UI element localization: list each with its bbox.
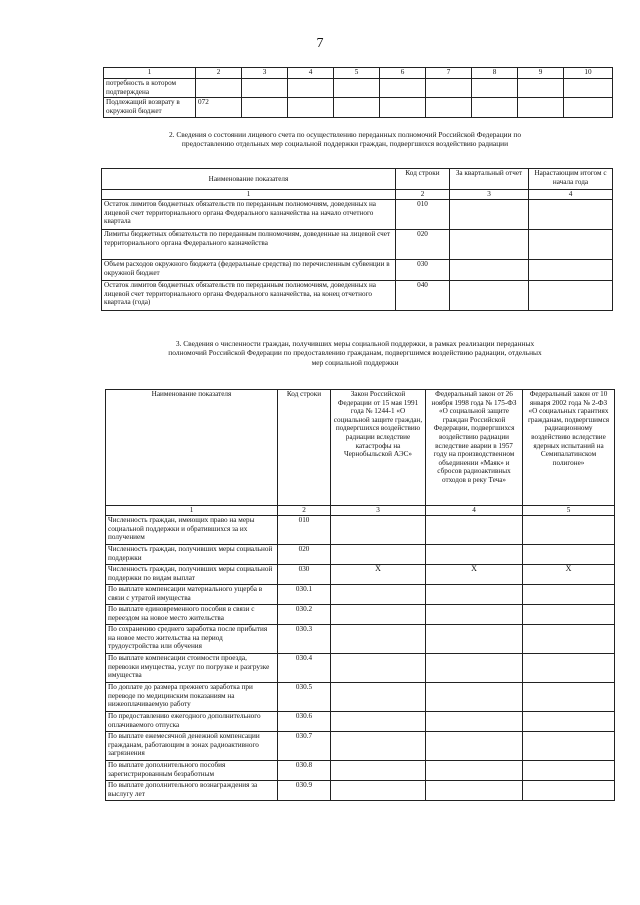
row-label: По выплате ежемесячной денежной компенсации гражданам, работающим в зонах радиоактивного загрязнения [106, 732, 278, 761]
row-code: 072 [196, 98, 242, 118]
cell[interactable] [380, 79, 426, 98]
row-label: Численность граждан, получивших меры социальной поддержки [106, 545, 278, 565]
table-row [106, 625, 615, 654]
row-label: Лимиты бюджетных обязательств по переданным полномочиям, доведенные на лицевой счет территориального органа Федерального казначейства [102, 230, 396, 260]
table-recipients [105, 389, 615, 801]
cell[interactable] [331, 732, 426, 761]
column-number: 3 [242, 68, 288, 79]
header-quarter: За квартальный отчет [450, 169, 529, 190]
row-code: 030.2 [278, 605, 331, 625]
row-label: Остаток лимитов бюджетных обязательств по переданным полномочиям, доведенных на лицевой счет территориального органа Федерального казначейства на начало отчетного квартала [102, 200, 396, 230]
row-label: Подлежащий возврату в окружной бюджет [104, 98, 196, 118]
cell[interactable] [242, 98, 288, 118]
table-account-status [101, 168, 613, 311]
cell[interactable] [426, 712, 523, 732]
row-label: Объем расходов окружного бюджета (федеральные средства) по перечисленным субвенции в окружной бюджет [102, 260, 396, 281]
column-number: 4 [529, 190, 613, 200]
cell[interactable] [242, 79, 288, 98]
cell[interactable] [529, 200, 613, 230]
section-2-title: 2. Сведения о состоянии лицевого счета по осуществлению переданных полномочий Российской Федерации по предоставлению отдельных мер социальной поддержки граждан, подвергшихся воздействию радиации [168, 130, 522, 149]
header-code: Код строки [396, 169, 450, 190]
cell[interactable] [450, 230, 529, 260]
cell[interactable] [523, 516, 615, 545]
table-row [102, 260, 613, 281]
header-indicator-name: Наименование показателя [106, 390, 278, 506]
header-code: Код строки [278, 390, 331, 506]
header-cumulative: Нарастающим итогом с начала года [529, 169, 613, 190]
cell[interactable] [523, 654, 615, 683]
row-label: потребность в котором подтверждена [104, 79, 196, 98]
column-number: 2 [396, 190, 450, 200]
cell[interactable] [564, 79, 613, 98]
cell[interactable] [518, 79, 564, 98]
cell[interactable] [529, 260, 613, 281]
cell[interactable] [523, 625, 615, 654]
cell[interactable] [426, 545, 523, 565]
row-label: Остаток лимитов бюджетных обязательств по переданным полномочиям, доведенных на лицевой счет территориального органа Федерального казначейства, на конец отчетного квартала (года) [102, 281, 396, 311]
row-code: 030.3 [278, 625, 331, 654]
row-code: 030.6 [278, 712, 331, 732]
table-row [102, 281, 613, 311]
row-code: 010 [396, 200, 450, 230]
cell[interactable] [426, 98, 472, 118]
cell[interactable] [331, 781, 426, 801]
row-code: 030.9 [278, 781, 331, 801]
cell[interactable] [426, 781, 523, 801]
column-number: 2 [196, 68, 242, 79]
cell[interactable] [331, 625, 426, 654]
cell[interactable] [331, 712, 426, 732]
table-row [106, 732, 615, 761]
column-number: 3 [450, 190, 529, 200]
column-number: 2 [278, 506, 331, 516]
table-continuation [103, 67, 613, 118]
cell[interactable] [426, 605, 523, 625]
row-label: По выплате единовременного пособия в связи с переездом на новое место жительства [106, 605, 278, 625]
header-indicator-name: Наименование показателя [102, 169, 396, 190]
cell[interactable] [331, 585, 426, 605]
column-number: 1 [106, 506, 278, 516]
table-header-row [106, 390, 615, 506]
row-label: По сохранению среднего заработка после прибытия на новое место жительства на период трудоустройства или обучения [106, 625, 278, 654]
column-number: 8 [472, 68, 518, 79]
column-number: 10 [564, 68, 613, 79]
table-row [106, 781, 615, 801]
row-code: 030.4 [278, 654, 331, 683]
table-header-row [104, 68, 613, 79]
table-row [106, 516, 615, 545]
column-number: 7 [426, 68, 472, 79]
cell[interactable] [523, 683, 615, 712]
row-code: 030.1 [278, 585, 331, 605]
cell[interactable] [450, 260, 529, 281]
column-number: 4 [288, 68, 334, 79]
header-law-1244-1: Закон Российской Федерации от 15 мая 1991 года № 1244-1 «О социальной защите граждан, подвергшихся воздействию радиации вследствие катастрофы на Чернобыльской АЭС» [331, 390, 426, 506]
row-code [196, 79, 242, 98]
row-code: 010 [278, 516, 331, 545]
x-mark: X [331, 565, 426, 585]
cell[interactable] [331, 516, 426, 545]
header-law-175-fz: Федеральный закон от 26 ноября 1998 года № 175-ФЗ «О социальной защите граждан Российской Федерации, подвергшихся воздействию радиации вследствие аварии в 1957 году на производственном объединении «Маяк» и сбросов радиоактивных отходов в реку Теча» [426, 390, 523, 506]
column-number: 3 [331, 506, 426, 516]
cell[interactable] [523, 732, 615, 761]
column-number: 1 [102, 190, 396, 200]
cell[interactable] [523, 585, 615, 605]
row-code: 030 [278, 565, 331, 585]
cell[interactable] [518, 98, 564, 118]
cell[interactable] [523, 712, 615, 732]
cell[interactable] [450, 281, 529, 311]
cell[interactable] [529, 281, 613, 311]
row-code: 020 [396, 230, 450, 260]
table-row [102, 230, 613, 260]
column-number: 1 [104, 68, 196, 79]
x-mark: X [523, 565, 615, 585]
column-number: 5 [334, 68, 380, 79]
column-number: 6 [380, 68, 426, 79]
cell[interactable] [426, 585, 523, 605]
cell[interactable] [380, 98, 426, 118]
row-label: Численность граждан, получивших меры социальной поддержки по видам выплат [106, 565, 278, 585]
table-row [106, 683, 615, 712]
x-mark: X [426, 565, 523, 585]
cell[interactable] [331, 605, 426, 625]
row-label: По предоставлению ежегодного дополнительного оплачиваемого отпуска [106, 712, 278, 732]
cell[interactable] [523, 761, 615, 781]
row-code: 020 [278, 545, 331, 565]
cell[interactable] [331, 545, 426, 565]
cell[interactable] [523, 781, 615, 801]
table-row [106, 712, 615, 732]
row-code: 030.8 [278, 761, 331, 781]
row-label: Численность граждан, имеющих право на меры социальной поддержки и обратившихся за их получением [106, 516, 278, 545]
cell[interactable] [334, 79, 380, 98]
row-label: По выплате компенсации материального ущерба в связи с утратой имущества [106, 585, 278, 605]
table-row [106, 761, 615, 781]
cell[interactable] [450, 200, 529, 230]
table-number-row [106, 506, 615, 516]
table-row [106, 545, 615, 565]
table-header-row [102, 169, 613, 190]
cell[interactable] [288, 79, 334, 98]
row-label: По выплате дополнительного пособия зарегистрированным безработным [106, 761, 278, 781]
table-row [106, 605, 615, 625]
cell[interactable] [426, 683, 523, 712]
cell[interactable] [426, 761, 523, 781]
cell[interactable] [334, 98, 380, 118]
row-code: 040 [396, 281, 450, 311]
row-label: По выплате компенсации стоимости проезда, перевозки имущества, услуг по погрузке и разгрузке имущества [106, 654, 278, 683]
row-label: По выплате дополнительного вознаграждения за выслугу лет [106, 781, 278, 801]
cell[interactable] [331, 654, 426, 683]
cell[interactable] [426, 625, 523, 654]
page-number: 7 [316, 36, 324, 51]
table-row [106, 654, 615, 683]
cell[interactable] [426, 732, 523, 761]
row-code: 030.5 [278, 683, 331, 712]
row-label: По доплате до размера прежнего заработка при переводе по медицинским показаниям на нижеоплачиваемую работу [106, 683, 278, 712]
column-number: 9 [518, 68, 564, 79]
header-law-2-fz: Федеральный закон от 10 января 2002 года № 2-ФЗ «О социальных гарантиях гражданам, подвергшимся радиационному воздействию вследствие ядерных испытаний на Семипалатинском полигоне» [523, 390, 615, 506]
cell[interactable] [426, 654, 523, 683]
cell[interactable] [331, 761, 426, 781]
cell[interactable] [426, 79, 472, 98]
table-row [106, 585, 615, 605]
cell[interactable] [529, 230, 613, 260]
cell[interactable] [331, 683, 426, 712]
column-number: 5 [523, 506, 615, 516]
section-3-title: 3. Сведения о численности граждан, получивших меры социальной поддержки, в рамках реализации переданных полномочий Российской Федерации по предоставлению гражданам, подвергшимся воздействию радиации, отдельных мер социальной поддержки [168, 339, 542, 367]
cell[interactable] [288, 98, 334, 118]
cell[interactable] [523, 605, 615, 625]
cell[interactable] [472, 98, 518, 118]
column-number: 4 [426, 506, 523, 516]
row-code: 030.7 [278, 732, 331, 761]
cell[interactable] [472, 79, 518, 98]
cell[interactable] [426, 516, 523, 545]
cell[interactable] [564, 98, 613, 118]
cell[interactable] [523, 545, 615, 565]
table-row [106, 565, 615, 585]
table-row [102, 200, 613, 230]
table-number-row [102, 190, 613, 200]
row-code: 030 [396, 260, 450, 281]
table-row [104, 79, 613, 98]
table-row [104, 98, 613, 118]
